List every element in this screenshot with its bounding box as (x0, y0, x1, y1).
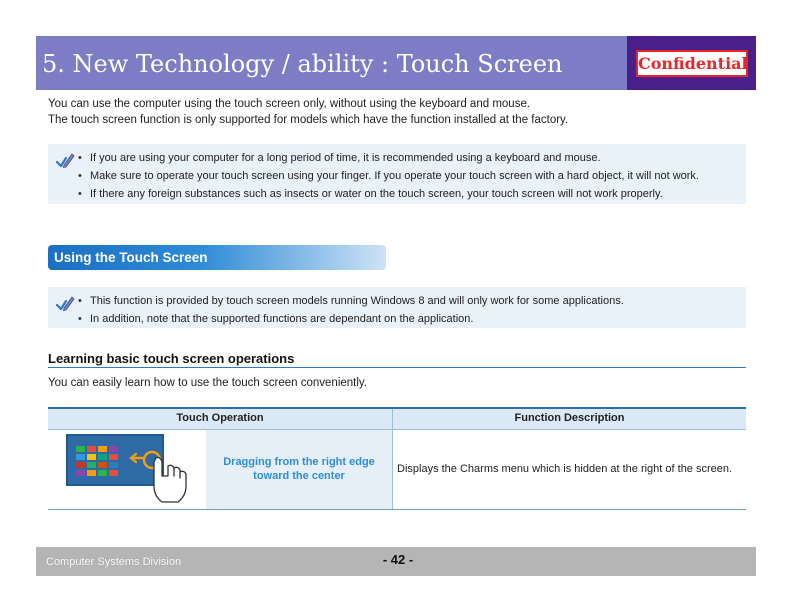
page-title: 5. New Technology / ability : Touch Screen (42, 50, 563, 78)
pencil-check-icon (54, 293, 76, 315)
list-item: • Make sure to operate your touch screen using your finger. If you operate your touch screen with a hard object, it will not work. (78, 167, 699, 185)
intro-line-2: The touch screen function is only supported for models which have the function installed at the factory. (48, 114, 569, 126)
divider (48, 367, 746, 368)
footer-division: Computer Systems Division (46, 556, 182, 568)
page-number: - 42 - (382, 552, 414, 567)
section-title: Using the Touch Screen (54, 250, 208, 265)
table-header-function-description: Function Description (514, 412, 625, 424)
table-column-divider (392, 409, 393, 510)
note-box-1 (48, 144, 746, 204)
intro-line-1: You can use the computer using the touch screen only, without using the keyboard and mouse. (48, 98, 531, 110)
note-2-list (78, 292, 624, 328)
subsection-heading: Learning basic touch screen operations (48, 351, 295, 366)
list-item: • This function is provided by touch screen models running Windows 8 and will only work for some applications. (78, 292, 624, 310)
table-header-touch-operation: Touch Operation (176, 412, 264, 424)
function-description: Displays the Charms menu which is hidden at the right of the screen. (397, 463, 733, 475)
subsection-description: You can easily learn how to use the touch screen conveniently. (48, 377, 368, 389)
confidential-stamp: Confidential (636, 50, 748, 77)
table-bottom-rule (48, 509, 746, 510)
operation-label: Dragging from the right edge toward the center (223, 456, 375, 482)
list-item: • If you are using your computer for a long period of time, it is recommended using a keyboard and mouse. (78, 149, 699, 167)
list-item: • If there any foreign substances such as insects or water on the touch screen, your touch screen will not work properly. (78, 185, 699, 203)
swipe-from-right-edge-illustration (66, 434, 198, 508)
pencil-check-icon (54, 150, 76, 172)
note-box-2 (48, 287, 746, 328)
note-1-list (78, 149, 699, 203)
list-item: • In addition, note that the supported functions are dependant on the application. (78, 310, 624, 328)
